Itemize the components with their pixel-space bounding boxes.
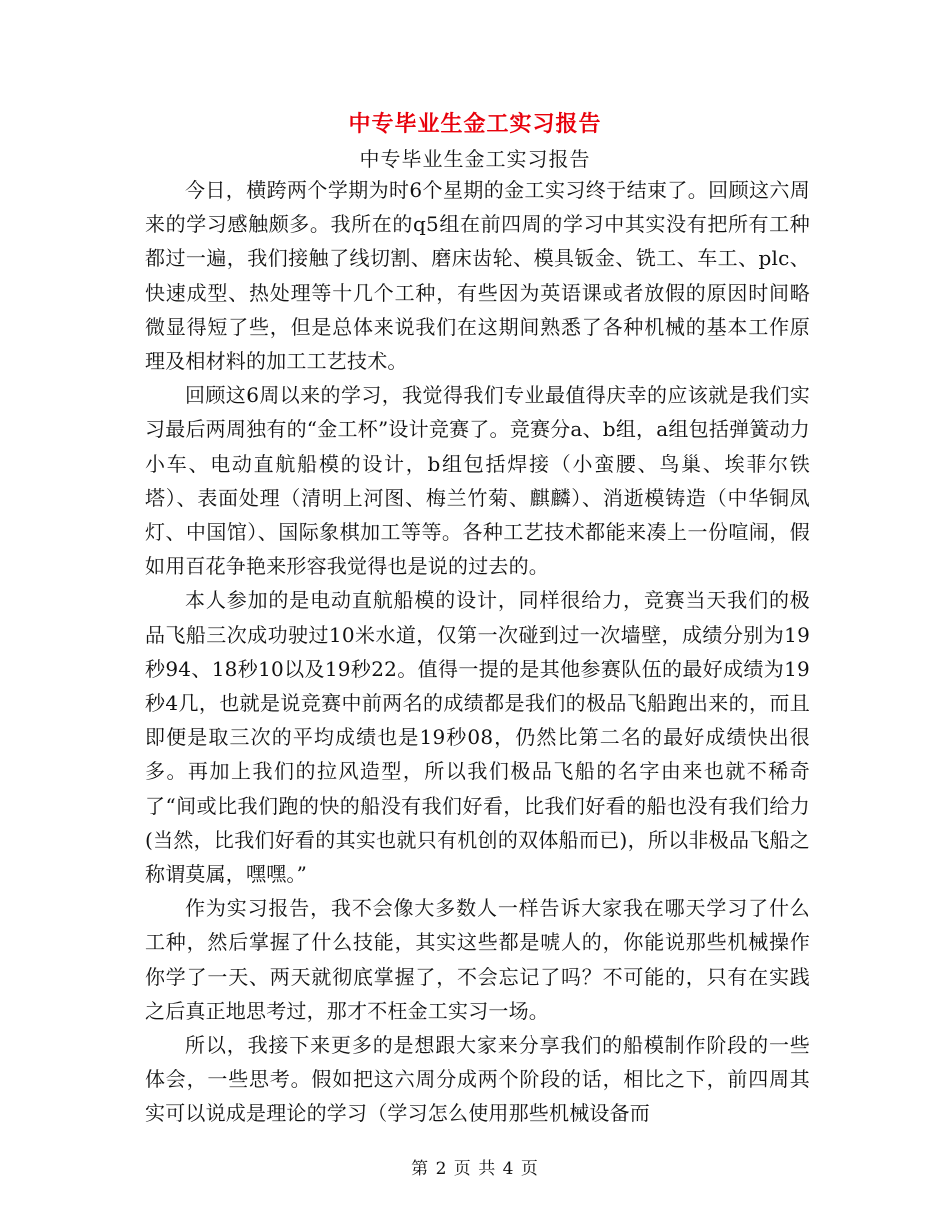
document-subtitle: 中专毕业生金工实习报告 [359,147,591,171]
paragraph: 回顾这6周以来的学习，我觉得我们专业最值得庆幸的应该就是我们实习最后两周独有的“金工杯”设计竞赛了。竞赛分a、b组，a组包括弹簧动力小车、电动直航船模的设计，b组包括焊接（小蛮腰、鸟巢、埃菲尔铁塔）、表面处理（清明上河图、梅兰竹菊、麒麟）、消逝模铸造（中华铜凤灯、中国馆）、国际象棋加工等等。各种工艺技术都能来凑上一份喧闹，假如用百花争艳来形容我觉得也是说的过去的。 [145,383,810,579]
paragraph: 今日，横跨两个学期为时6个星期的金工实习终于结束了。回顾这六周来的学习感触颇多。我所在的q5组在前四周的学习中其实没有把所有工种都过一遍，我们接触了线切割、磨床齿轮、模具钣金、铣工、车工、plc、快速成型、热处理等十几个工种，有些因为英语课或者放假的原因时间略微显得短了些，但是总体来说我们在这期间熟悉了各种机械的基本工作原理及相材料的加工工艺技术。 [145,178,810,374]
document-body [145,173,810,1131]
document-title: 中专毕业生金工实习报告 [348,112,602,137]
paragraph: 本人参加的是电动直航船模的设计，同样很给力，竞赛当天我们的极品飞船三次成功驶过10米水道，仅第一次碰到过一次墙壁，成绩分别为19秒94、18秒10以及19秒22。值得一提的是其他参赛队伍的最好成绩为19秒4几，也就是说竞赛中前两名的成绩都是我们的极品飞船跑出来的，而且即便是取三次的平均成绩也是19秒08，仍然比第二名的最好成绩快出很多。再加上我们的拉风造型，所以我们极品飞船的名字由来也就不稀奇了“间或比我们跑的快的船没有我们好看，比我们好看的船也没有我们给力(当然，比我们好看的其实也就只有机创的双体船而已)，所以非极品飞船之称谓莫属，嘿嘿。” [145,588,810,887]
paragraph: 作为实习报告，我不会像大多数人一样告诉大家我在哪天学习了什么工种，然后掌握了什么技能，其实这些都是唬人的，你能说那些机械操作你学了一天、两天就彻底掌握了，不会忘记了吗？不可能的，只有在实践之后真正地思考过，那才不枉金工实习一场。 [145,896,810,1023]
paragraph: 所以，我接下来更多的是想跟大家来分享我们的船模制作阶段的一些体会，一些思考。假如把这六周分成两个阶段的话，相比之下，前四周其实可以说成是理论的学习（学习怎么使用那些机械设备而 [145,1033,810,1126]
page-number-footer: 第 2 页 共 4 页 [411,1159,539,1179]
